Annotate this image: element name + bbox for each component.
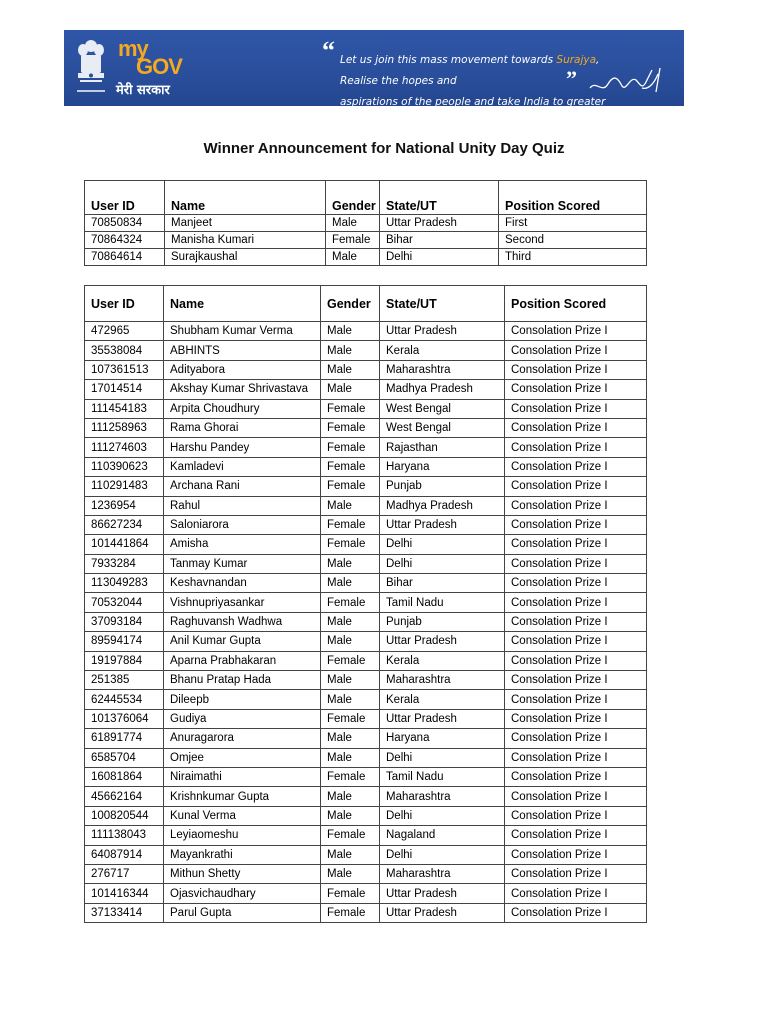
table-row <box>85 249 647 266</box>
table-row <box>85 360 647 379</box>
cell-gender: Female <box>321 515 380 534</box>
quote-close-mark: ” <box>566 66 577 91</box>
cell-user-id: 70864324 <box>85 232 165 249</box>
cell-position: Consolation Prize I <box>505 864 647 883</box>
cell-user-id: 101441864 <box>85 535 164 554</box>
cell-gender: Male <box>326 215 380 232</box>
cell-name: Dileepb <box>164 690 321 709</box>
cell-state: Delhi <box>380 748 505 767</box>
cell-state: Kerala <box>380 651 505 670</box>
table-row <box>85 232 647 249</box>
cell-state: Uttar Pradesh <box>380 709 505 728</box>
header-name: Name <box>165 181 326 215</box>
table-row <box>85 884 647 903</box>
cell-name: Gudiya <box>164 709 321 728</box>
table-row <box>85 767 647 786</box>
quote-line1-post: , Realise the hopes and <box>340 54 600 87</box>
cell-position: Consolation Prize I <box>505 767 647 786</box>
cell-name: Arpita Choudhury <box>164 399 321 418</box>
cell-name: Rama Ghorai <box>164 418 321 437</box>
cell-gender: Female <box>321 709 380 728</box>
cell-user-id: 251385 <box>85 671 164 690</box>
cell-position: Consolation Prize I <box>505 380 647 399</box>
cell-position: Consolation Prize I <box>505 554 647 573</box>
cell-gender: Female <box>321 593 380 612</box>
cell-user-id: 1236954 <box>85 496 164 515</box>
cell-name: Omjee <box>164 748 321 767</box>
table-row <box>85 554 647 573</box>
brand-my: my <box>118 36 148 61</box>
cell-user-id: 37133414 <box>85 903 164 922</box>
table-row <box>85 322 647 341</box>
cell-position: Consolation Prize I <box>505 574 647 593</box>
header-user-id: User ID <box>85 286 164 322</box>
cell-position: First <box>499 215 647 232</box>
cell-gender: Male <box>321 632 380 651</box>
cell-user-id: 62445534 <box>85 690 164 709</box>
table-row <box>85 574 647 593</box>
cell-position: Consolation Prize I <box>505 612 647 631</box>
cell-state: Uttar Pradesh <box>380 632 505 651</box>
table-header-row <box>85 286 647 322</box>
cell-state: West Bengal <box>380 418 505 437</box>
table-row <box>85 477 647 496</box>
cell-state: Delhi <box>380 845 505 864</box>
table-row <box>85 535 647 554</box>
cell-state: Punjab <box>380 477 505 496</box>
cell-user-id: 17014514 <box>85 380 164 399</box>
table-row <box>85 903 647 922</box>
cell-name: Kunal Verma <box>164 806 321 825</box>
cell-state: Uttar Pradesh <box>380 515 505 534</box>
consolation-table <box>84 285 647 923</box>
cell-user-id: 100820544 <box>85 806 164 825</box>
header-position: Position Scored <box>499 181 647 215</box>
cell-user-id: 111138043 <box>85 826 164 845</box>
cell-state: Nagaland <box>380 826 505 845</box>
cell-position: Consolation Prize I <box>505 845 647 864</box>
cell-position: Consolation Prize I <box>505 690 647 709</box>
cell-user-id: 64087914 <box>85 845 164 864</box>
table-row <box>85 690 647 709</box>
cell-name: Manisha Kumari <box>165 232 326 249</box>
cell-gender: Male <box>321 341 380 360</box>
cell-name: Vishnupriyasankar <box>164 593 321 612</box>
cell-name: Akshay Kumar Shrivastava <box>164 380 321 399</box>
cell-state: Madhya Pradesh <box>380 496 505 515</box>
cell-user-id: 35538084 <box>85 341 164 360</box>
table-row <box>85 864 647 883</box>
cell-name: Shubham Kumar Verma <box>164 322 321 341</box>
cell-position: Consolation Prize I <box>505 826 647 845</box>
cell-name: Surajkaushal <box>165 249 326 266</box>
cell-gender: Male <box>321 322 380 341</box>
cell-state: Bihar <box>380 232 499 249</box>
table-row <box>85 380 647 399</box>
cell-user-id: 110291483 <box>85 477 164 496</box>
cell-user-id: 70532044 <box>85 593 164 612</box>
cell-name: Bhanu Pratap Hada <box>164 671 321 690</box>
cell-state: Delhi <box>380 249 499 266</box>
cell-gender: Male <box>321 671 380 690</box>
cell-gender: Male <box>321 612 380 631</box>
cell-user-id: 37093184 <box>85 612 164 631</box>
cell-state: Maharashtra <box>380 864 505 883</box>
table-row <box>85 418 647 437</box>
cell-gender: Male <box>321 729 380 748</box>
quote-line2: aspirations of the people and take India to greater heights! <box>340 96 606 129</box>
cell-name: Ojasvichaudhary <box>164 884 321 903</box>
cell-state: Uttar Pradesh <box>380 322 505 341</box>
cell-state: Uttar Pradesh <box>380 903 505 922</box>
cell-user-id: 6585704 <box>85 748 164 767</box>
table-row <box>85 593 647 612</box>
header-name: Name <box>164 286 321 322</box>
cell-position: Consolation Prize I <box>505 515 647 534</box>
cell-state: Rajasthan <box>380 438 505 457</box>
cell-user-id: 111258963 <box>85 418 164 437</box>
header-state: State/UT <box>380 286 505 322</box>
cell-state: Madhya Pradesh <box>380 380 505 399</box>
cell-position: Consolation Prize I <box>505 632 647 651</box>
winners-table <box>84 180 647 266</box>
cell-gender: Male <box>321 496 380 515</box>
cell-name: Harshu Pandey <box>164 438 321 457</box>
table-row <box>85 748 647 767</box>
table-row <box>85 671 647 690</box>
cell-name: Mithun Shetty <box>164 864 321 883</box>
cell-user-id: 276717 <box>85 864 164 883</box>
table-row <box>85 399 647 418</box>
cell-gender: Male <box>321 806 380 825</box>
cell-position: Consolation Prize I <box>505 341 647 360</box>
cell-name: Tanmay Kumar <box>164 554 321 573</box>
cell-position: Consolation Prize I <box>505 360 647 379</box>
cell-user-id: 472965 <box>85 322 164 341</box>
cell-position: Consolation Prize I <box>505 399 647 418</box>
cell-gender: Female <box>321 477 380 496</box>
cell-state: Delhi <box>380 535 505 554</box>
cell-gender: Female <box>321 651 380 670</box>
cell-user-id: 113049283 <box>85 574 164 593</box>
national-emblem-icon <box>74 36 108 100</box>
cell-user-id: 19197884 <box>85 651 164 670</box>
cell-gender: Male <box>326 249 380 266</box>
cell-user-id: 101376064 <box>85 709 164 728</box>
brand-hindi: मेरी सरकार <box>116 83 170 98</box>
cell-position: Consolation Prize I <box>505 806 647 825</box>
cell-user-id: 110390623 <box>85 457 164 476</box>
cell-position: Consolation Prize I <box>505 671 647 690</box>
cell-gender: Female <box>321 884 380 903</box>
cell-name: Raghuvansh Wadhwa <box>164 612 321 631</box>
table-row <box>85 806 647 825</box>
cell-state: West Bengal <box>380 399 505 418</box>
cell-state: Delhi <box>380 806 505 825</box>
cell-user-id: 45662164 <box>85 787 164 806</box>
cell-user-id: 70850834 <box>85 215 165 232</box>
cell-user-id: 89594174 <box>85 632 164 651</box>
cell-user-id: 7933284 <box>85 554 164 573</box>
cell-gender: Male <box>321 845 380 864</box>
cell-name: Niraimathi <box>164 767 321 786</box>
quote-open-mark: “ <box>322 36 335 65</box>
cell-state: Kerala <box>380 341 505 360</box>
cell-position: Consolation Prize I <box>505 729 647 748</box>
cell-state: Punjab <box>380 612 505 631</box>
cell-position: Consolation Prize I <box>505 748 647 767</box>
header-gender: Gender <box>326 181 380 215</box>
cell-name: Mayankrathi <box>164 845 321 864</box>
table-row <box>85 632 647 651</box>
table-row <box>85 651 647 670</box>
cell-name: Aparna Prabhakaran <box>164 651 321 670</box>
cell-name: Leyiaomeshu <box>164 826 321 845</box>
cell-gender: Female <box>321 457 380 476</box>
cell-user-id: 111274603 <box>85 438 164 457</box>
table-row <box>85 457 647 476</box>
cell-name: Archana Rani <box>164 477 321 496</box>
page-title: Winner Announcement for National Unity Day Quiz <box>203 140 565 157</box>
cell-state: Tamil Nadu <box>380 593 505 612</box>
cell-gender: Female <box>321 535 380 554</box>
cell-name: Krishnkumar Gupta <box>164 787 321 806</box>
cell-gender: Male <box>321 574 380 593</box>
table-row <box>85 341 647 360</box>
cell-position: Consolation Prize I <box>505 322 647 341</box>
mygov-logo <box>116 36 186 100</box>
table-row <box>85 496 647 515</box>
cell-name: Adityabora <box>164 360 321 379</box>
cell-name: Manjeet <box>165 215 326 232</box>
cell-gender: Male <box>321 787 380 806</box>
cell-position: Consolation Prize I <box>505 903 647 922</box>
cell-position: Consolation Prize I <box>505 418 647 437</box>
cell-gender: Female <box>321 767 380 786</box>
quote-highlight: Surajya <box>556 54 597 66</box>
brand-gov: GOV <box>136 54 182 79</box>
cell-user-id: 70864614 <box>85 249 165 266</box>
cell-gender: Female <box>321 438 380 457</box>
cell-gender: Female <box>321 903 380 922</box>
cell-position: Consolation Prize I <box>505 438 647 457</box>
cell-state: Uttar Pradesh <box>380 215 499 232</box>
cell-position: Consolation Prize I <box>505 535 647 554</box>
cell-name: Parul Gupta <box>164 903 321 922</box>
cell-user-id: 101416344 <box>85 884 164 903</box>
table-row <box>85 826 647 845</box>
cell-gender: Female <box>321 826 380 845</box>
cell-state: Tamil Nadu <box>380 767 505 786</box>
signature-icon <box>586 64 666 98</box>
cell-name: Keshavnandan <box>164 574 321 593</box>
header-gender: Gender <box>321 286 380 322</box>
cell-name: Amisha <box>164 535 321 554</box>
table-row <box>85 845 647 864</box>
cell-state: Maharashtra <box>380 360 505 379</box>
cell-position: Consolation Prize I <box>505 651 647 670</box>
cell-gender: Female <box>321 399 380 418</box>
table-row <box>85 612 647 631</box>
cell-state: Kerala <box>380 690 505 709</box>
cell-state: Maharashtra <box>380 671 505 690</box>
table-row <box>85 729 647 748</box>
cell-state: Uttar Pradesh <box>380 884 505 903</box>
table-row <box>85 215 647 232</box>
cell-gender: Male <box>321 864 380 883</box>
cell-state: Delhi <box>380 554 505 573</box>
cell-user-id: 16081864 <box>85 767 164 786</box>
cell-position: Third <box>499 249 647 266</box>
cell-state: Maharashtra <box>380 787 505 806</box>
cell-position: Second <box>499 232 647 249</box>
cell-position: Consolation Prize I <box>505 477 647 496</box>
table-row <box>85 515 647 534</box>
cell-gender: Male <box>321 380 380 399</box>
header-user-id: User ID <box>85 181 165 215</box>
cell-position: Consolation Prize I <box>505 787 647 806</box>
cell-name: Rahul <box>164 496 321 515</box>
cell-state: Haryana <box>380 457 505 476</box>
cell-user-id: 86627234 <box>85 515 164 534</box>
cell-state: Haryana <box>380 729 505 748</box>
cell-gender: Male <box>321 690 380 709</box>
cell-state: Bihar <box>380 574 505 593</box>
cell-name: Anuragarora <box>164 729 321 748</box>
cell-gender: Male <box>321 554 380 573</box>
table-row <box>85 787 647 806</box>
cell-position: Consolation Prize I <box>505 884 647 903</box>
cell-gender: Female <box>326 232 380 249</box>
table-header-row <box>85 181 647 215</box>
cell-position: Consolation Prize I <box>505 593 647 612</box>
cell-position: Consolation Prize I <box>505 457 647 476</box>
cell-name: Saloniarora <box>164 515 321 534</box>
cell-gender: Male <box>321 748 380 767</box>
cell-position: Consolation Prize I <box>505 496 647 515</box>
cell-user-id: 111454183 <box>85 399 164 418</box>
cell-name: Anil Kumar Gupta <box>164 632 321 651</box>
quote-line1-pre: Let us join this mass movement towards <box>340 54 557 66</box>
header-position: Position Scored <box>505 286 647 322</box>
cell-name: ABHINTS <box>164 341 321 360</box>
cell-gender: Male <box>321 360 380 379</box>
cell-position: Consolation Prize I <box>505 709 647 728</box>
table-row <box>85 438 647 457</box>
cell-user-id: 107361513 <box>85 360 164 379</box>
header-state: State/UT <box>380 181 499 215</box>
table-row <box>85 709 647 728</box>
cell-name: Kamladevi <box>164 457 321 476</box>
mygov-banner <box>64 30 684 129</box>
cell-gender: Female <box>321 418 380 437</box>
cell-user-id: 61891774 <box>85 729 164 748</box>
